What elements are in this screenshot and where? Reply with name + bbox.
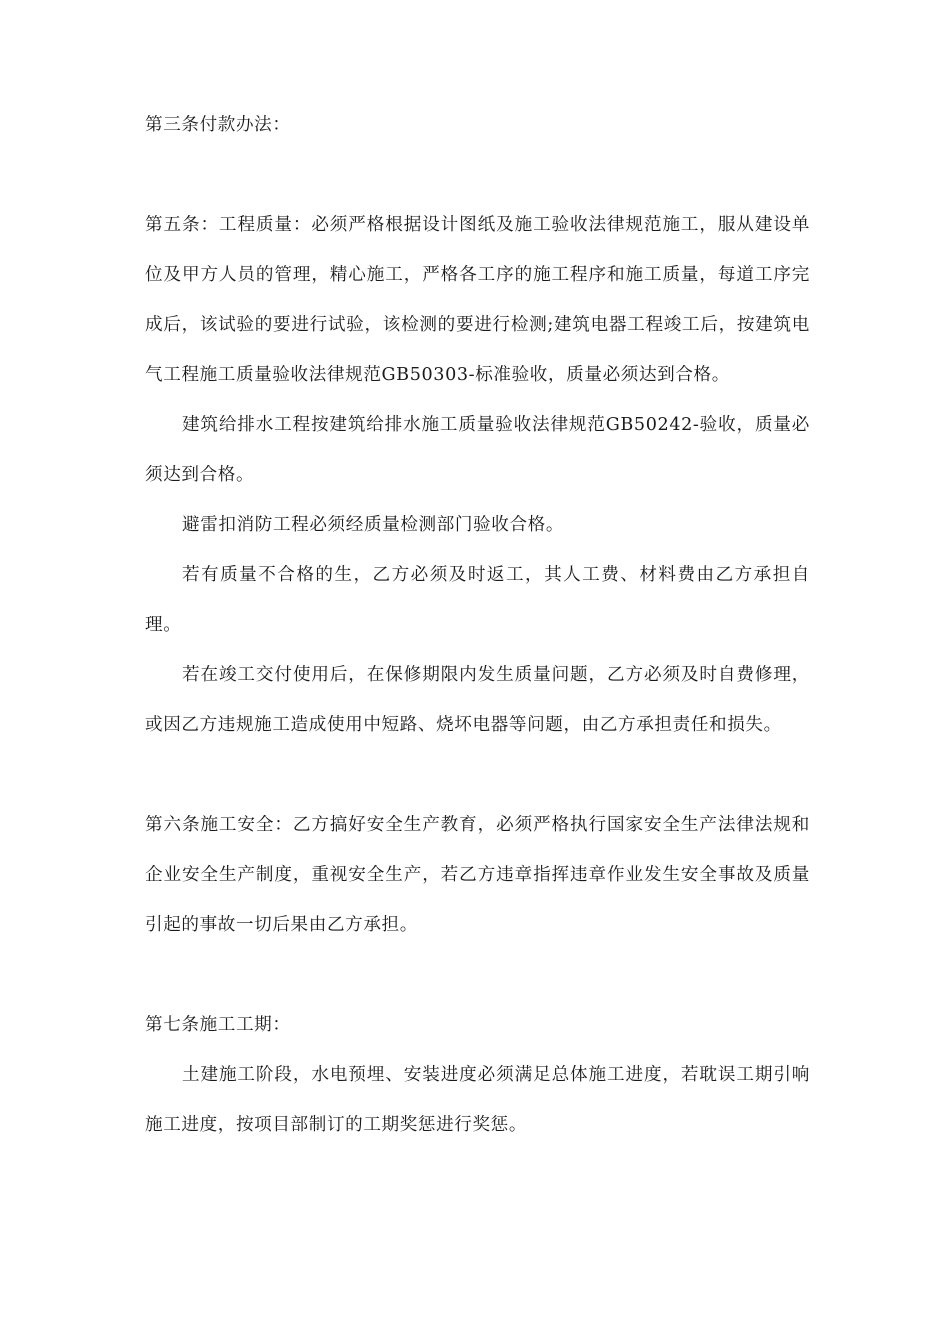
warranty-paragraph: 若在竣工交付使用后，在保修期限内发生质量问题，乙方必须及时自费修理，或因乙方违规施工造成使用中短路、烧坏电器等问题，由乙方承担责任和损失。: [145, 665, 810, 735]
article-6-paragraph: 第六条施工安全：乙方搞好安全生产教育，必须严格执行国家安全生产法律法规和企业安全生产制度，重视安全生产，若乙方违章指挥违章作业发生安全事故及质量引起的事故一切后果由乙方承担。: [145, 815, 810, 935]
document-body: [145, 100, 810, 1150]
lightning-fire-paragraph: 避雷扣消防工程必须经质量检测部门验收合格。: [182, 515, 565, 535]
rework-paragraph: 若有质量不合格的生，乙方必须及时返工，其人工费、材料费由乙方承担自理。: [145, 565, 810, 635]
water-drainage-paragraph: 建筑给排水工程按建筑给排水施工质量验收法律规范GB50242-验收，质量必须达到合格。: [145, 415, 810, 485]
article-3-heading: 第三条付款办法：: [145, 115, 291, 135]
article-7-heading: 第七条施工工期：: [145, 1015, 291, 1035]
article-5-paragraph: 第五条：工程质量：必须严格根据设计图纸及施工验收法律规范施工，服从建设单位及甲方人员的管理，精心施工，严格各工序的施工程序和施工质量，每道工序完成后，该试验的要进行试验，该检测的要进行检测;建筑电器工程竣工后，按建筑电气工程施工质量验收法律规范GB50303-标准验收，质量必须达到合格。: [145, 215, 810, 385]
construction-period-paragraph: 土建施工阶段，水电预埋、安装进度必须满足总体施工进度，若耽误工期引响施工进度，按项目部制订的工期奖惩进行奖惩。: [145, 1065, 810, 1135]
